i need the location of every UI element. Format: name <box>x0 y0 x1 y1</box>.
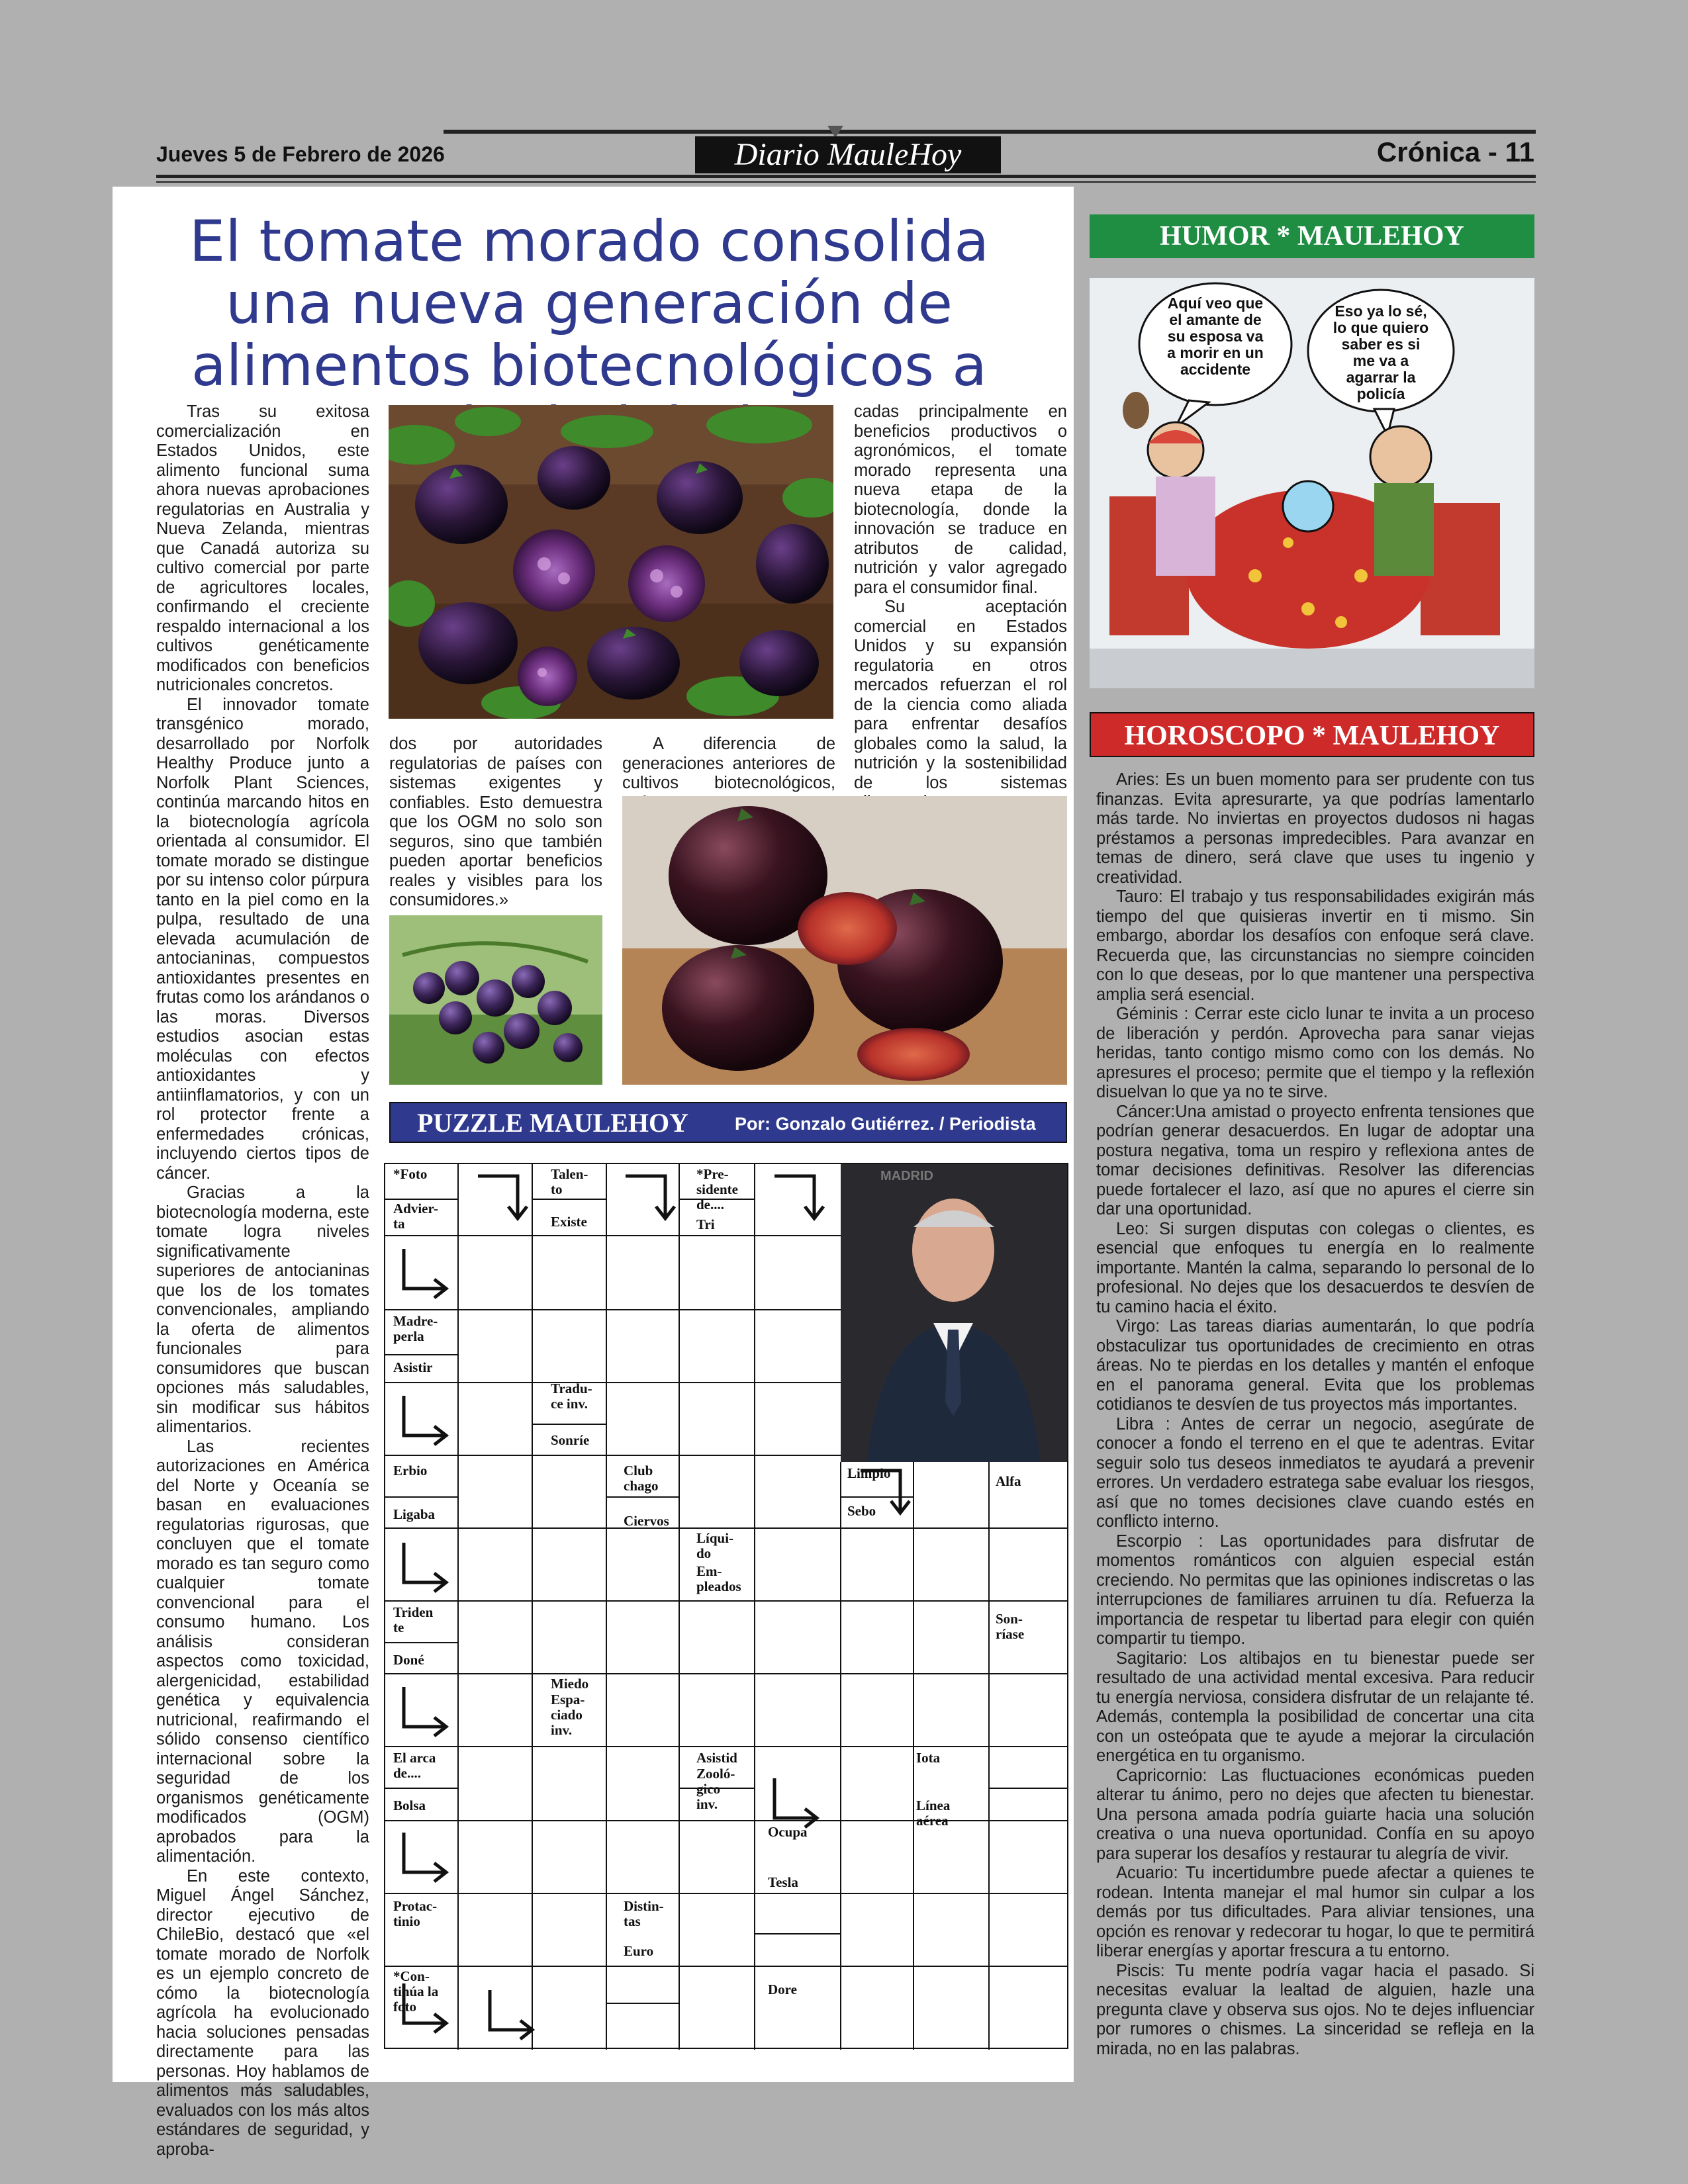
crossword-clue: Erbio <box>393 1463 428 1479</box>
speech-bubble-right: Eso ya lo sé, lo que quiero saber es si me va a agarrar la policía <box>1333 302 1429 402</box>
tomatoes-illustration <box>389 405 833 719</box>
cartoon-illustration <box>1090 278 1534 688</box>
article-paragraph: El innovador tomate transgénico morado, desarrollado por Norfolk Healthy Produce junto a Norfolk Plant Sciences, continúa marcando hitos en la biotecnología agrícola orientada al consumidor. El tomate morado se distingue por su intenso color púrpura tanto en la piel como en la pulpa, resultado de una elevada acumulación de antocianinas, compuestos antioxidantes presentes en frutas como los arándanos o las moras. Diversos estudios asocian estas moléculas con efectos antioxidantes y antiinflamatorios, y con un rol protector frente a enfermedades crónicas, incluyendo ciertos tipos de cáncer. <box>156 695 369 1183</box>
horoscope-geminis: Géminis : Cerrar este ciclo lunar te invita a un proceso de liberación y perdón. Aprovecha para sanar viejas heridas, tanto contigo mismo como con los demás. No apresures el proceso; permite que el tiempo y la reflexión disuelvan lo que ya no te sirve. <box>1096 1005 1534 1101</box>
horoscope-aries: Aries: Es un buen momento para ser prudente con tus finanzas. Evita apresurarte, ya que podrías lamentarlo más tarde. No inviertas en proyectos dudosos ni hagas préstamos a personas impredecibles. Para avanzar en temas de dinero, será clave que uses tu ingenio y creatividad. <box>1096 770 1534 887</box>
crossword-clue: Zooló- gico inv. <box>696 1766 735 1812</box>
crossword-clue: Tri <box>696 1216 715 1232</box>
horoscope-acuario: Acuario: Tu incertidumbre puede afectar a quienes te rodean. Intenta manejar el mal humor sin culpar a los demás por tus dificultades. Para aliviar tensiones, una opción es renovar y redecorar tu hogar, lo que te permitirá liberar energías y aportar frescura a tu entorno. <box>1096 1864 1534 1960</box>
crossword-clue: Dore <box>768 1981 797 1997</box>
horoscope-capricornio: Capricornio: Las fluctuaciones económicas pueden alterar tu ánimo, pero no dejes que afecten tu bienestar. Una persona amada podría guiarte hacia una solución creativa o una nueva oportunidad. Confía en su apoyo para superar los desafíos y restaurar tu alegría de vivir. <box>1096 1766 1534 1863</box>
masthead: Diario MauleHoy <box>695 136 1001 173</box>
crossword-clue: El arca de.... <box>393 1750 436 1781</box>
crossword-clue: Limpio <box>847 1465 891 1481</box>
puzzle-header <box>389 1102 1067 1143</box>
crossword-clue: Advier- ta <box>393 1201 439 1232</box>
article-column-1 <box>156 402 369 2160</box>
article-paragraph: dos por autoridades regulatorias de países con sistemas exigentes y confiables. Esto demuestra que los OGM no solo son seguros, sino que también pueden aportar beneficios reales y visibles para los consumidores.» <box>389 735 602 909</box>
crossword-clue: Alfa <box>996 1473 1021 1489</box>
crossword-clue: *Foto <box>393 1166 428 1182</box>
puzzle-photo-label: MADRID <box>880 1169 933 1183</box>
puzzle-portrait <box>841 1164 1067 1462</box>
crossword-clue: Son- ríase <box>996 1611 1025 1642</box>
article-paragraph: cadas principalmente en beneficios productivos o agronómicos, el tomate morado representa una nueva etapa de la biotecnología, donde la innovación se traduce en atributos de calidad, nutrición y valor agregado para el consumidor final. <box>854 402 1067 597</box>
crossword-clue: Madre- perla <box>393 1313 438 1344</box>
crossword-clue: Bolsa <box>393 1797 426 1813</box>
header-rule-top <box>444 130 1536 134</box>
horoscope-cancer: Cáncer:Una amistad o proyecto enfrenta tensiones que podrían generar desacuerdos. En lugar de adoptar una postura negativa, toma un respiro y reflexiona antes de tomar decisiones definitivas. Resolver las diferencias puede fortalecer el lazo, así que no apures el cierre sin dar una oportunidad. <box>1096 1102 1534 1218</box>
header-rule-bottom <box>156 175 1536 178</box>
crossword-clue: Líqui- do <box>696 1530 734 1561</box>
crossword-clue: Triden te <box>393 1604 434 1635</box>
horoscope-virgo: Virgo: Las tareas diarias aumentarán, lo que podría obstaculizar tus oportunidades de crecimiento en otras áreas. No te pierdas en los detalles y mantén el enfoque en el panorama general. Evita que los problemas cotidianos te desvíen de tus proyectos más importantes. <box>1096 1317 1534 1414</box>
crossword-clue: Asistid <box>696 1750 737 1766</box>
article-paragraph: Tras su exitosa comercialización en Estados Unidos, este alimento funcional suma ahora nuevas aprobaciones regulatorias en Australia y Nueva Zelanda, mientras que Canadá autoriza su cultivo comercial por parte de agricultores locales, confirmando el creciente respaldo internacional a los cultivos genéticamente modificados con beneficios nutricionales concretos. <box>156 402 369 694</box>
crossword-clue: Iota <box>916 1750 941 1766</box>
crossword-clue: Doné <box>393 1652 424 1668</box>
article-paragraph: En este contexto, Miguel Ángel Sánchez, director ejecutivo de ChileBio, destacó que «el tomate morado de Norfolk es un ejemplo concreto de cómo la biotecnología agrícola ha evolucionado hacia soluciones pensadas directamente para las personas. Hoy hablamos de alimentos más saludables, evaluados con los más altos estándares de seguridad, y aproba- <box>156 1866 369 2159</box>
crossword-clue: Ligaba <box>393 1506 436 1522</box>
humor-cartoon <box>1090 278 1534 688</box>
article-paragraph: A diferencia de generaciones anteriores de cultivos biotecnológicos, <box>622 735 835 792</box>
crossword-clue: Asistir <box>393 1359 433 1375</box>
crossword-clue: Tesla <box>768 1874 798 1890</box>
article-paragraph: Su aceptación comercial en Estados Unidos y su expansión regulatoria en otros mercados refuerzan el rol de la ciencia como aliada para enfrentar desafíos globales como la salud, la nutrición y la sostenibilidad de los sistemas <box>854 598 1067 792</box>
issue-date: Jueves 5 de Febrero de 2026 <box>156 142 445 166</box>
article-column-4 <box>854 402 1067 813</box>
article-paragraph: Las recientes autorizaciones en América del Norte y Oceanía se basan en evaluaciones regulatorias rigurosas, que concluyen que el tomate morado es tan seguro como cualquier tomate convencional para el consumo humano. Los análisis consideran aspectos como toxicidad, alergenicidad, estabilidad genética y equivalencia nutricional, reafirmando el sólido consenso científico internacional sobre la seguridad de los organismos genéticamente modificados (OGM) aprobados para la alimentación. <box>156 1437 369 1866</box>
header-rule-thin <box>156 181 1536 183</box>
horoscope-leo: Leo: Si surgen disputas con colegas o clientes, es esencial que enfoques tu energía en lo realmente importante. Mantén la calma, separando lo personal de lo profesional. No dejes que los desacuerdos te desvíen de tu camino hacia el éxito. <box>1096 1219 1534 1316</box>
article-column-2 <box>389 735 602 911</box>
puzzle-author: Por: Gonzalo Gutiérrez. / Periodista <box>735 1114 1036 1134</box>
whole-tomatoes-illustration <box>622 796 1067 1085</box>
speech-bubble-left: Aquí veo que el amante de su esposa va a morir en un accidente <box>1167 295 1264 378</box>
cherry-tomatoes-illustration <box>389 915 602 1085</box>
crossword-clue: Ciervos <box>624 1513 669 1529</box>
crossword-clue: Ocupa <box>768 1824 808 1840</box>
horoscope-libra: Libra : Antes de cerrar un negocio, asegúrate de conocer a fondo el terreno en el que te adentras. Evitar seguir solo tus deseos inmediatos te ayudará a prevenir errores. Un verdadero estratega sabe evaluar los riesgos, así que no tomes decisiones clave cuando estés en conflicto interno. <box>1096 1414 1534 1531</box>
crossword-clue: Sonríe <box>551 1432 590 1448</box>
crossword-grid[interactable] <box>384 1163 1068 2050</box>
crossword-clue: *Pre- sidente de.... <box>696 1166 738 1212</box>
horoscope-tauro: Tauro: El trabajo y tus responsabilidades exigirán más tiempo del que quisieras invertir en ti mismo. Sin embargo, abordar los desafíos con enfoque será clave. Recuerda que, las circunstancias no siempre coinciden con lo que deseas, por lo que mantener una perspectiva amplia será esencial. <box>1096 887 1534 1004</box>
puzzle-photo <box>841 1164 1067 1462</box>
crossword-clue: Em- pleados <box>696 1563 741 1594</box>
horoscope-sagitario: Sagitario: Los altibajos en tu bienestar puede ser resultado de una actividad mental excesiva. Para reducir tu energía nerviosa, considera disfrutar de un relajante té. Además, contempla la posibilidad de concertar una cita con un osteópata que te ayude a mejorar la circulación energética en tu organismo. <box>1096 1649 1534 1765</box>
article-paragraph: Gracias a la biotecnología moderna, este tomate logra niveles significativamente superiores de antocianinas que los de los tomates convencionales, ampliando la oferta de alimentos funcionales para consumidores que buscan opciones más saludables, sin modificar sus hábitos alimentarios. <box>156 1183 369 1436</box>
crossword-clue: Sebo <box>847 1503 876 1519</box>
crossword-clue: *Con- tinúa la foto <box>393 1968 439 2015</box>
cherry-tomatoes-photo <box>389 915 602 1085</box>
horoscope-piscis: Piscis: Tu mente podría vagar hacia el pasado. Si necesitas evaluar la lealtad de alguien, hazle una pregunta clave y observa sus ojos. No te dejes influenciar por rumores o chismes. La sinceridad se refleja en la mirada, no en las palabras. <box>1096 1961 1534 2058</box>
purple-tomatoes-photo <box>389 405 833 719</box>
horoscope-title: HOROSCOPO * MAULEHOY <box>1090 712 1534 757</box>
section-page-label: Crónica - 11 <box>1376 136 1534 167</box>
crossword-clue: Espa- ciado inv. <box>551 1692 585 1738</box>
crossword-clue: Miedo <box>551 1676 589 1692</box>
humor-title: HUMOR * MAULEHOY <box>1090 214 1534 258</box>
puzzle-title: PUZZLE MAULEHOY <box>417 1108 689 1138</box>
crossword-clue: Club chago <box>624 1463 659 1494</box>
crossword-clue: Línea aérea <box>916 1797 951 1829</box>
article-headline: El tomate morado consolida una nueva generación de alimentos biotecnológicos a <box>189 208 990 399</box>
crossword-clue: Euro <box>624 1943 654 1959</box>
crossword-clue: Tradu- ce inv. <box>551 1381 592 1412</box>
horoscope-escorpio: Escorpio : Las oportunidades para disfrutar de momentos románticos con alguien especial están creciendo. No permitas que las opiniones indiscretas o las interrupciones de familiares arruinen tu día. Refuerza la importancia de respetar tu libertad para elegir con quién compartir tu tiempo. <box>1096 1531 1534 1648</box>
whole-purple-tomatoes-photo <box>622 796 1067 1085</box>
horoscope-text <box>1096 770 1534 2059</box>
crossword-clue: Distin- tas <box>624 1898 664 1929</box>
crossword-clue: Existe <box>551 1214 587 1230</box>
crossword-clue: Talen- to <box>551 1166 588 1197</box>
crossword-clue: Protac- tinio <box>393 1898 438 1929</box>
